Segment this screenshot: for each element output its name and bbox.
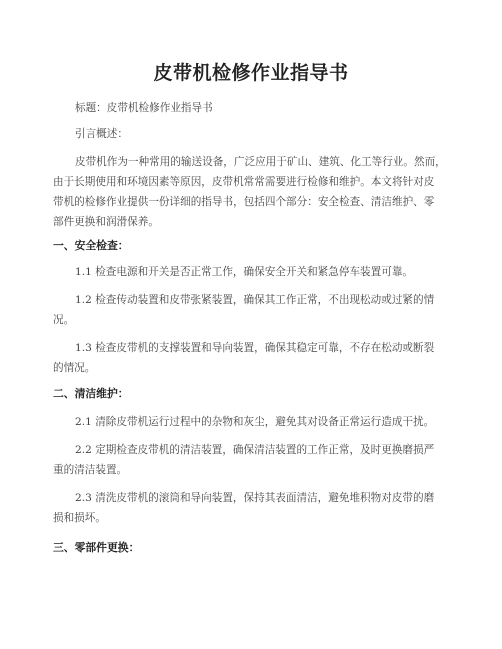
section-item [53, 412, 443, 432]
section-item [53, 488, 443, 528]
item-line: 1.3 检查皮带机的支撑装置和导向装置，确保其稳定可靠，不存在松动或断裂 [75, 342, 435, 354]
item-line: 的情况。 [53, 362, 96, 374]
intro-line: 由于长期使用和环境因素等原因，皮带机常常需要进行检修和维护。本文将针对皮 [53, 176, 435, 188]
section-item [53, 338, 443, 378]
item-line: 况。 [53, 314, 75, 326]
section-item [53, 440, 443, 480]
intro-line: 带机的检修作业提供一份详细的指导书，包括四个部分：安全检查、清洁维护、零 [53, 196, 435, 208]
intro-line: 皮带机作为一种常用的输送设备，广泛应用于矿山、建筑、化工等行业。然而， [75, 156, 446, 168]
section-heading: 一、安全检查： [53, 239, 129, 252]
section-heading: 二、清洁维护： [53, 387, 129, 400]
item-line: 损和损坏。 [53, 512, 106, 524]
item-line: 重的清洁装置。 [53, 464, 128, 476]
subtitle-line: 标题：皮带机检修作业指导书 [75, 102, 213, 114]
document-title: 皮带机检修作业指导书 [153, 62, 349, 84]
section-item [53, 262, 443, 282]
item-line: 2.1 清除皮带机运行过程中的杂物和灰尘，避免其对设备正常运行造成干扰。 [75, 416, 435, 428]
item-line: 1.1 检查电源和开关是否正常工作，确保安全开关和紧急停车装置可靠。 [75, 266, 414, 278]
intro-line: 部件更换和润滑保养。 [53, 216, 159, 228]
section-heading: 三、零部件更换： [53, 541, 140, 554]
intro-paragraph [53, 152, 446, 232]
intro-label: 引言概述： [75, 128, 128, 140]
item-line: 2.3 清洗皮带机的滚筒和导向装置，保持其表面清洁，避免堆积物对皮带的磨 [75, 492, 435, 504]
section-item [53, 290, 443, 330]
item-line: 1.2 检查传动装置和皮带张紧装置，确保其工作正常，不出现松动或过紧的情 [75, 294, 435, 306]
item-line: 2.2 定期检查皮带机的清洁装置，确保清洁装置的工作正常，及时更换磨损严 [75, 444, 435, 456]
